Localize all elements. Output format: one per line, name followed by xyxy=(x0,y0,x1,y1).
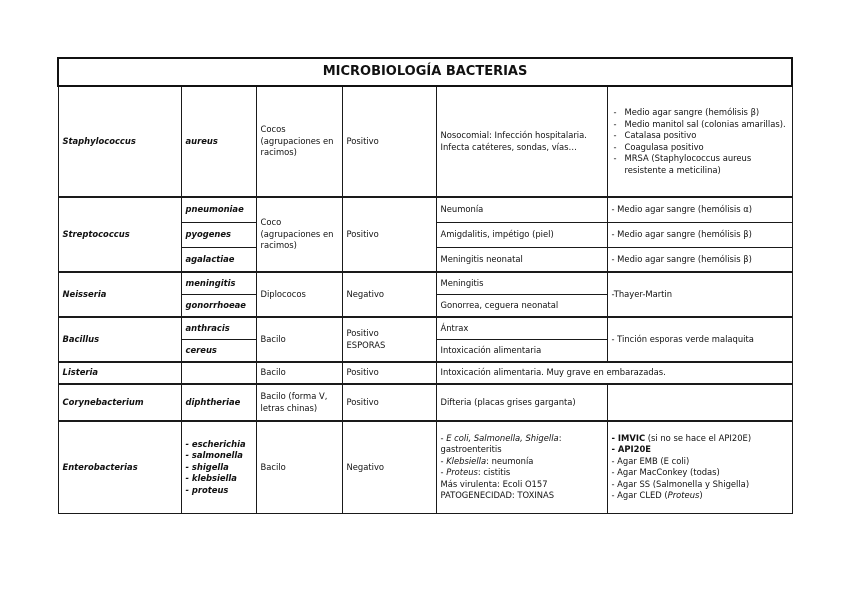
bacillus-genus: Bacillus xyxy=(58,317,181,362)
list-item: - Catalasa positivo xyxy=(625,130,788,142)
neisseria-clinic-1: Meningitis xyxy=(436,272,607,294)
listeria-genus: Listeria xyxy=(58,362,181,384)
entero-diag-line: - Agar SS (Salmonella y Shigella) xyxy=(611,478,750,489)
bacillus-clinic-2: Intoxicación alimentaria xyxy=(436,339,607,362)
coryne-row xyxy=(58,384,792,421)
entero-clinic-line: Más virulenta: Ecoli O157 xyxy=(440,478,548,489)
entero-diag-line: - API20E xyxy=(611,444,652,455)
staph-diagnosis xyxy=(607,86,792,197)
table-title: MICROBIOLOGÍA BACTERIAS xyxy=(58,58,792,86)
staph-diagnosis-list xyxy=(612,107,788,176)
listeria-morphology: Bacilo xyxy=(256,362,342,384)
entero-species-item: - proteus xyxy=(185,484,229,495)
title-row xyxy=(58,58,792,86)
list-item: - Medio agar sangre (hemólisis β) xyxy=(625,107,788,119)
neisseria-species-1: meningitis xyxy=(181,272,256,294)
entero-clinic xyxy=(436,421,607,513)
strep-species-1: pneumoniae xyxy=(181,197,256,222)
entero-clinic-line: gastroenteritis xyxy=(440,444,502,455)
entero-clinic-line: - E coli, Salmonella, Shigella: xyxy=(440,432,562,443)
entero-diag-line: - Agar EMB (E coli) xyxy=(611,455,690,466)
listeria-clinic: Intoxicación alimentaria. Muy grave en embarazadas. xyxy=(436,362,792,384)
listeria-gram: Positivo xyxy=(342,362,436,384)
coryne-gram: Positivo xyxy=(342,384,436,421)
entero-diag-line: - Agar CLED (Proteus) xyxy=(611,490,703,501)
entero-gram: Negativo xyxy=(342,421,436,513)
strep-diagnosis-1: - Medio agar sangre (hemólisis α) xyxy=(607,197,792,222)
entero-row xyxy=(58,421,792,513)
entero-species-item: - escherichia xyxy=(185,438,246,449)
strep-genus: Streptococcus xyxy=(58,197,181,272)
bacillus-gram: Positivo ESPORAS xyxy=(342,317,436,362)
entero-species-item: - klebsiella xyxy=(185,473,237,483)
strep-species-2: pyogenes xyxy=(181,222,256,247)
bacillus-morphology: Bacilo xyxy=(256,317,342,362)
staph-genus: Staphylococcus xyxy=(58,86,181,197)
bacillus-row-1 xyxy=(58,317,792,339)
neisseria-diagnosis: -Thayer-Martin xyxy=(607,272,792,317)
strep-row-1 xyxy=(58,197,792,222)
strep-species-3: agalactiae xyxy=(181,247,256,272)
entero-diag-line: - Agar MacConkey (todas) xyxy=(611,467,720,478)
coryne-clinic: Difteria (placas grises garganta) xyxy=(436,384,607,421)
coryne-species: diphtheriae xyxy=(181,384,256,421)
staph-row xyxy=(58,86,792,197)
list-item: - MRSA (Staphylococcus aureus resistente a meticilina) xyxy=(625,153,788,176)
listeria-row xyxy=(58,362,792,384)
neisseria-species-2: gonorrhoeae xyxy=(181,294,256,317)
strep-diagnosis-2: - Medio agar sangre (hemólisis β) xyxy=(607,222,792,247)
listeria-species xyxy=(181,362,256,384)
staph-clinic: Nosocomial: Infección hospitalaria. Infecta catéteres, sondas, vías… xyxy=(436,86,607,197)
coryne-morphology: Bacilo (forma V, letras chinas) xyxy=(256,384,342,421)
entero-species-item: - shigella xyxy=(185,461,229,472)
strep-diagnosis-3: - Medio agar sangre (hemólisis β) xyxy=(607,247,792,272)
strep-clinic-3: Meningitis neonatal xyxy=(436,247,607,272)
entero-clinic-line: - Klebsiella: neumonía xyxy=(440,455,534,466)
staph-morphology: Cocos (agrupaciones en racimos) xyxy=(256,86,342,197)
neisseria-gram: Negativo xyxy=(342,272,436,317)
neisseria-genus: Neisseria xyxy=(58,272,181,317)
strep-clinic-2: Amigdalitis, impétigo (piel) xyxy=(436,222,607,247)
entero-clinic-line: - Proteus: cistitis xyxy=(440,467,511,478)
entero-diagnosis xyxy=(607,421,792,513)
entero-species-item: - salmonella xyxy=(185,450,243,460)
neisseria-row-1 xyxy=(58,272,792,294)
coryne-diagnosis xyxy=(607,384,792,421)
strep-morphology: Coco (agrupaciones en racimos) xyxy=(256,197,342,272)
entero-morphology: Bacilo xyxy=(256,421,342,513)
entero-clinic-line: PATOGENECIDAD: TOXINAS xyxy=(440,490,555,501)
staph-species: aureus xyxy=(181,86,256,197)
bacillus-species-2: cereus xyxy=(181,339,256,362)
bacillus-species-1: anthracis xyxy=(181,317,256,339)
bacillus-clinic-1: Ántrax xyxy=(436,317,607,339)
list-item: - Coagulasa positivo xyxy=(625,142,788,154)
strep-clinic-1: Neumonía xyxy=(436,197,607,222)
bacillus-diagnosis: - Tinción esporas verde malaquita xyxy=(607,317,792,362)
entero-diag-line: - IMVIC (si no se hace el API20E) xyxy=(611,432,752,443)
staph-gram: Positivo xyxy=(342,86,436,197)
entero-genus: Enterobacterias xyxy=(58,421,181,513)
list-item: - Medio manitol sal (colonias amarillas). xyxy=(625,119,788,131)
neisseria-morphology: Diplococos xyxy=(256,272,342,317)
strep-gram: Positivo xyxy=(342,197,436,272)
entero-species xyxy=(181,421,256,513)
bacteria-table xyxy=(57,57,793,514)
coryne-genus: Corynebacterium xyxy=(58,384,181,421)
neisseria-clinic-2: Gonorrea, ceguera neonatal xyxy=(436,294,607,317)
